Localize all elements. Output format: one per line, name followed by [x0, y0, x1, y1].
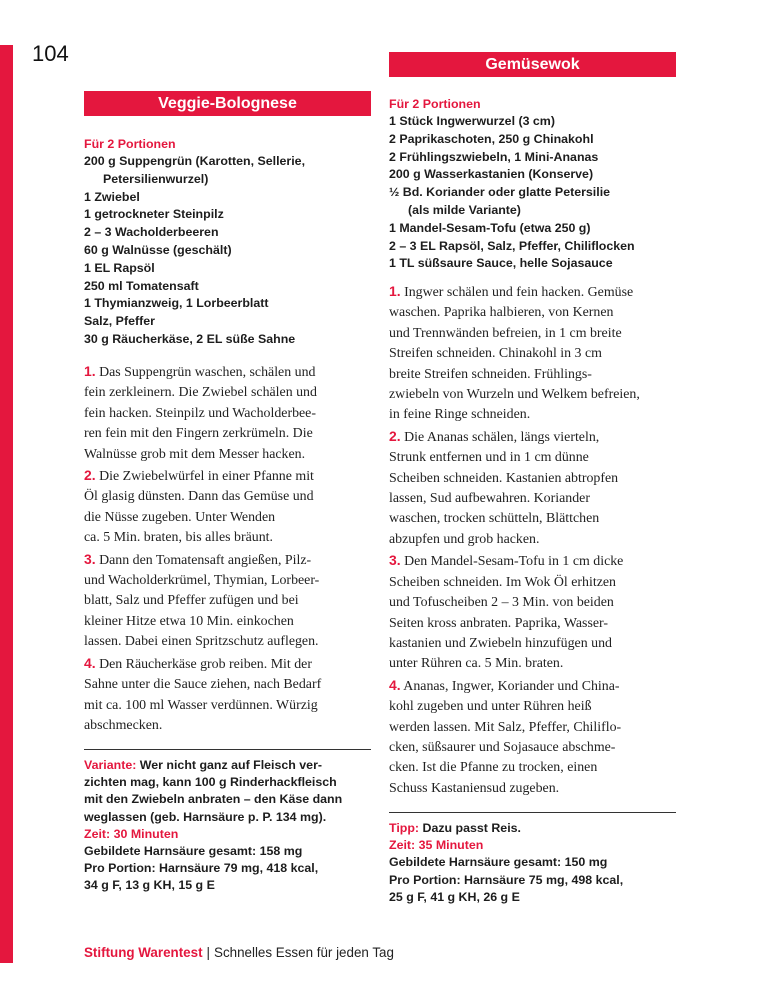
step-line: und Tofuscheiben 2 – 3 Min. von beiden [389, 595, 614, 611]
ingredient-item: 2 – 3 EL Rapsöl, Salz, Pfeffer, Chiliflocken [389, 238, 635, 253]
step-line: ca. 5 Min. braten, bis alles bräunt. [84, 530, 274, 546]
recipe-notes [84, 757, 342, 895]
ingredient-item: 1 TL süßsaure Sauce, helle Sojasauce [389, 256, 613, 271]
step-line: kastanien und Zwiebeln hinzufügen und [389, 635, 612, 651]
step-line: 4. Den Räucherkäse grob reiben. Mit der [84, 654, 312, 672]
divider-rule [84, 749, 371, 750]
step-line: 2. Die Ananas schälen, längs vierteln, [389, 427, 600, 445]
ingredient-item: Petersilienwurzel) [103, 171, 209, 186]
footer-separator: | [206, 945, 211, 960]
ingredient-item: 1 Stück Ingwerwurzel (3 cm) [389, 114, 555, 128]
ingredient-list [84, 135, 305, 349]
ingredient-item: 30 g Räucherkäse, 2 EL süße Sahne [84, 331, 296, 346]
step-number: 1. [84, 363, 96, 379]
ingredient-item: 250 ml Tomatensaft [84, 278, 199, 293]
ingredient-list [389, 95, 635, 273]
step-line: cken. Ist die Pfanne zu trocken, einen [389, 760, 598, 776]
ingredient-item: 1 getrockneter Steinpilz [84, 207, 224, 222]
step-line: abzupfen und grob hacken. [389, 531, 540, 547]
recipe-notes [389, 820, 623, 906]
ingredient-item: 2 Paprikaschoten, 250 g Chinakohl [389, 131, 594, 146]
step-line: waschen, trocken schütteln, Blättchen [389, 511, 600, 527]
step-line: fein hacken. Steinpilz und Wacholderbee- [84, 405, 316, 421]
step-line: Öl glasig dünsten. Dann das Gemüse und [84, 489, 314, 505]
step-line: kohl zugeben und unter Rühren heiß [389, 699, 592, 715]
step-line: 3. Dann den Tomatensaft angießen, Pilz- [84, 550, 312, 568]
ingredient-item: 200 g Suppengrün (Karotten, Sellerie, [84, 154, 306, 168]
footer-book-title: Schnelles Essen für jeden Tag [214, 945, 394, 960]
step-line: cken, süßsaurer und Sojasauce abschme- [389, 739, 616, 755]
nutrition-line: 25 g F, 41 g KH, 26 g E [389, 889, 520, 904]
ingredient-item: 2 – 3 Wacholderbeeren [84, 225, 219, 240]
nutrition-line: Pro Portion: Harnsäure 79 mg, 418 kcal, [84, 861, 319, 876]
step-number: 2. [84, 467, 96, 484]
ingredient-item: Salz, Pfeffer [84, 314, 155, 329]
footer-brand: Stiftung Warentest [84, 945, 203, 960]
step-line: ren fein mit den Fingern zerkrümeln. Die [84, 426, 313, 442]
step-line: 1. Ingwer schälen und fein hacken. Gemüse [389, 283, 634, 300]
note-line: mit den Zwiebeln anbraten – den Käse dann [84, 792, 343, 807]
step-line: lassen. Dabei einen Spritzschutz auflegen. [84, 634, 319, 650]
nutrition-line: 34 g F, 13 g KH, 15 g E [84, 878, 215, 893]
step-line: kleiner Hitze etwa 10 Min. einkochen [84, 613, 294, 629]
recipe-title: Veggie-Bolognese [84, 91, 371, 116]
ingredient-item: 1 Zwiebel [84, 189, 140, 204]
page-footer [84, 945, 394, 960]
ingredient-item: 1 Thymianzweig, 1 Lorbeerblatt [84, 296, 269, 311]
divider-rule [389, 812, 676, 813]
step-number: 2. [389, 427, 401, 444]
step-line: Streifen schneiden. Chinakohl in 3 cm [389, 346, 602, 362]
recipe-title: Gemüsewok [389, 52, 676, 77]
step-number: 4. [389, 676, 401, 693]
nutrition-line: Gebildete Harnsäure gesamt: 158 mg [84, 844, 303, 859]
step-line: Sahne unter die Sauce ziehen, nach Bedarf [84, 677, 322, 693]
step-line: unter Rühren ca. 5 Min. braten. [389, 656, 564, 672]
step-line: 2. Die Zwiebelwürfel in einer Pfanne mit [84, 467, 314, 485]
step-line: zwiebeln von Wurzeln und Welkem befreien, [389, 387, 640, 403]
step-line: Scheiben schneiden. Im Wok Öl erhitzen [389, 574, 616, 590]
cooking-time: Zeit: 35 Minuten [389, 838, 484, 853]
note-label: Tipp: [389, 821, 420, 835]
step-line: 4. Ananas, Ingwer, Koriander und China- [389, 676, 620, 694]
portions-heading: Für 2 Portionen [389, 97, 481, 111]
portions-heading: Für 2 Portionen [84, 137, 176, 151]
step-line: in feine Ringe schneiden. [389, 407, 531, 423]
variant-note: Variante: Wer nicht ganz auf Fleisch ver- [84, 758, 323, 772]
step-line: die Nüsse zugeben. Unter Wenden [84, 509, 276, 525]
note-label: Variante: [84, 758, 137, 772]
ingredient-item: ½ Bd. Koriander oder glatte Petersilie [389, 185, 611, 200]
instruction-steps [84, 361, 371, 736]
ingredient-item: (als milde Variante) [408, 202, 521, 217]
step-line: Strunk entfernen und in 1 cm dünne [389, 450, 589, 466]
tip-note: Tipp: Dazu passt Reis. [389, 821, 521, 835]
step-line: mit ca. 100 ml Wasser verdünnen. Würzig [84, 697, 318, 713]
step-line: 1. Das Suppengrün waschen, schälen und [84, 363, 316, 380]
cooking-time: Zeit: 30 Minuten [84, 826, 179, 841]
ingredient-item: 200 g Wasserkastanien (Konserve) [389, 167, 594, 182]
step-line: blatt, Salz und Pfeffer zufügen und bei [84, 593, 299, 609]
page-edge-bar [0, 45, 13, 963]
ingredient-item: 1 Mandel-Sesam-Tofu (etwa 250 g) [389, 220, 591, 235]
ingredient-item: 1 EL Rapsöl [84, 260, 155, 275]
step-line: lassen, Sud aufbewahren. Koriander [389, 491, 590, 507]
step-line: Scheiben schneiden. Kastanien abtropfen [389, 470, 619, 486]
step-line: und Wacholderkrümel, Thymian, Lorbeer- [84, 573, 320, 589]
step-line: und Trennwänden befreien, in 1 cm breite [389, 325, 622, 341]
step-line: werden lassen. Mit Salz, Pfeffer, Chiliflo- [389, 719, 622, 735]
instruction-steps [389, 281, 676, 799]
step-line: breite Streifen schneiden. Frühlings- [389, 366, 592, 382]
step-line: waschen. Paprika halbieren, von Kernen [389, 305, 614, 321]
nutrition-line: Gebildete Harnsäure gesamt: 150 mg [389, 855, 608, 870]
step-number: 3. [389, 552, 401, 569]
step-line: 3. Den Mandel-Sesam-Tofu in 1 cm dicke [389, 552, 624, 570]
step-line: fein zerkleinern. Die Zwiebel schälen und [84, 385, 317, 401]
nutrition-line: Pro Portion: Harnsäure 75 mg, 498 kcal, [389, 872, 624, 887]
step-number: 3. [84, 550, 96, 567]
step-number: 1. [389, 283, 401, 299]
step-line: Schuss Kastaniensud zugeben. [389, 780, 560, 796]
ingredient-item: 60 g Walnüsse (geschält) [84, 242, 232, 257]
ingredient-item: 2 Frühlingszwiebeln, 1 Mini-Ananas [389, 149, 599, 164]
note-line: zichten mag, kann 100 g Rinderhackfleisch [84, 775, 337, 790]
step-line: abschmecken. [84, 717, 163, 733]
note-line: weglassen (geb. Harnsäure p. P. 134 mg). [84, 809, 327, 824]
step-line: Walnüsse grob mit dem Messer hacken. [84, 446, 306, 462]
page-number: 104 [32, 41, 69, 66]
step-line: Seiten kross anbraten. Paprika, Wasser- [389, 615, 608, 631]
step-number: 4. [84, 654, 96, 671]
